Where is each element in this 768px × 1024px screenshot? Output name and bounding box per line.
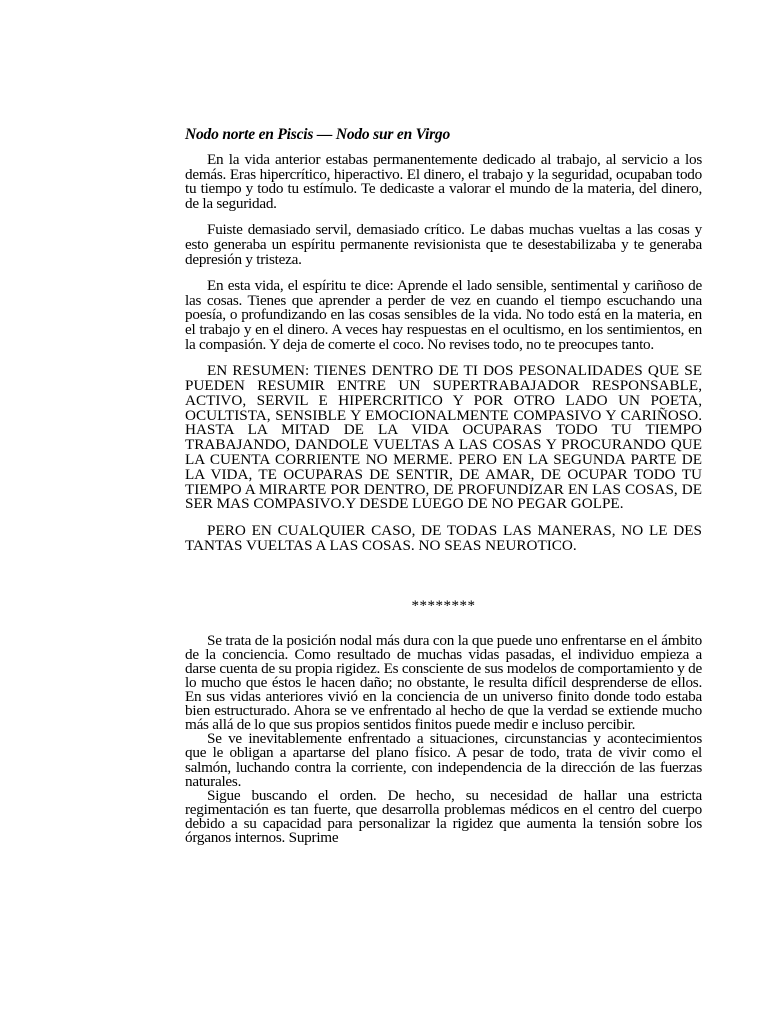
paragraph: Sigue buscando el orden. De hecho, su necesidad de hallar una estricta regimentación es tan fuerte, que desarrolla problemas médicos en el centro del cuerpo debido a su capacidad para personalizar la rigidez que aumenta la tensión sobre los órganos internos. Suprime [185, 786, 702, 846]
document-title: Nodo norte en Piscis — Nodo sur en Virgo [185, 126, 451, 143]
paragraph: Se ve inevitablemente enfrentado a situaciones, circunstancias y acontecimientos que le obligan a apartarse del plano físico. A pesar de todo, trata de vivir como el salmón, luchando contra la corriente, con independencia de la dirección de las fuerzas naturales. [185, 730, 702, 790]
paragraph: En esta vida, el espíritu te dice: Aprende el lado sensible, sentimental y cariñoso de las cosas. Tienes que aprender a perder de vez en cuando el tiempo escuchando una poesía, o profundizando en las cosas sensibles de la vida. No todo está en la materia, en el trabajo y en el dinero. A veces hay respuestas en el ocultismo, en los sentimientos, en la compasión. Y deja de comerte el coco. No revises todo, no te preocupes tanto. [185, 277, 702, 353]
summary-paragraph: PERO EN CUALQUIER CASO, DE TODAS LAS MANERAS, NO LE DES TANTAS VUELTAS A LAS COSAS. NO SEAS NEUROTICO. [185, 522, 702, 554]
summary-paragraph: EN RESUMEN: TIENES DENTRO DE TI DOS PESONALIDADES QUE SE PUEDEN RESUMIR ENTRE UN SUPERTRABAJADOR RESPONSABLE, ACTIVO, SERVIL E HIPERCRITICO Y POR OTRO LADO UN POETA, OCULTISTA, SENSIBLE Y EMOCIONALMENTE COMPASIVO Y CARIÑOSO. HASTA LA MITAD DE LA VIDA OCUPARAS TODO TU TIEMPO TRABAJANDO, DANDOLE VUELTAS A LAS COSAS Y PROCURANDO QUE LA CUENTA CORRIENTE NO MERME. PERO EN LA SEGUNDA PARTE DE LA VIDA, TE OCUPARAS DE SENTIR, DE AMAR, DE OCUPAR TODO TU TIEMPO A MIRARTE POR DENTRO, DE PROFUNDIZAR EN LAS COSAS, DE SER MAS COMPASIVO.Y DESDE LUEGO DE NO PEGAR GOLPE. [185, 362, 702, 513]
paragraph: Fuiste demasiado servil, demasiado crítico. Le dabas muchas vueltas a las cosas y esto generaba un espíritu permanente revisionista que te desestabilizaba y te generaba depresión y tristeza. [185, 221, 702, 268]
document-page [185, 126, 702, 845]
paragraph: En la vida anterior estabas permanentemente dedicado al trabajo, al servicio a los demás. Eras hipercrítico, hiperactivo. El dinero, el trabajo y la seguridad, ocupaban todo tu tiempo y todo tu estímulo. Te dedicaste a valorar el mundo de la materia, del dinero, de la seguridad. [185, 151, 702, 212]
paragraph: Se trata de la posición nodal más dura con la que puede uno enfrentarse en el ámbito de la conciencia. Como resultado de muchas vidas pasadas, el individuo empieza a darse cuenta de su propia rigidez. Es consciente de sus modelos de comportamiento y de lo mucho que éstos le hacen daño; no obstante, le resulta difícil desprenderse de ellos. En sus vidas anteriores vivió en la conciencia de un universo finito donde todo estaba bien estructurado. Ahora se ve enfrentado al hecho de que la verdad se extiende mucho más allá de lo que sus propios sentidos finitos puede medir e incluso percibir. [185, 631, 702, 734]
section-separator: ******** [411, 597, 476, 614]
